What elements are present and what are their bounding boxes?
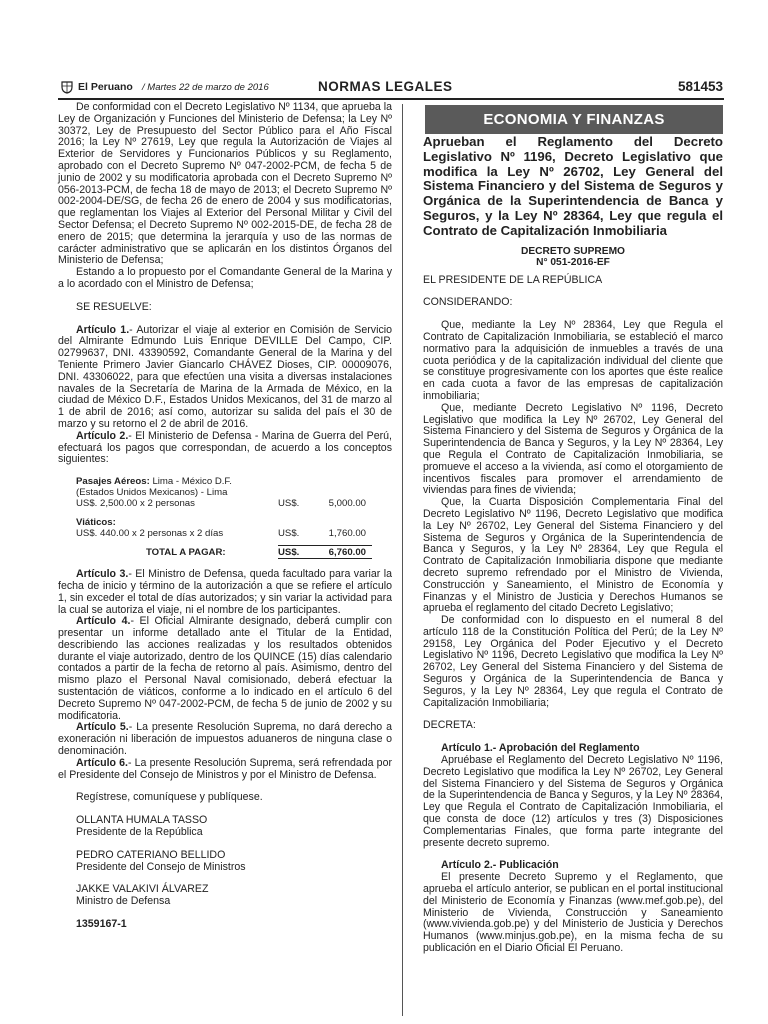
paragraph: Que, mediante Decreto Legislativo Nº 1196, Decreto Legislativo que modifica la Ley Nº 26702, Ley General del Sistema Financiero y del Sistema de Seguros y Orgánica de la Superintendencia de Banca y Seguros, y la Ley Nº 28364, Ley que Regula el Contrato de Capitalización Inmobiliaria, se promueve el acceso a la vivienda, así como el otorgamiento de incentivos fiscales para promover el arrendamiento de viviendas para fines de vivienda;: [423, 401, 723, 497]
right-column: [423, 102, 723, 955]
paragraph: De conformidad con el Decreto Legislativo Nº 1134, que aprueba la Ley de Organización y Funciones del Ministerio de Defensa; la Ley Nº 30372, Ley de Presupuesto del Sector Público para el Año Fiscal 2016; la Ley Nº 27619, Ley que regula la Autorización de Viajes al Exterior de Servidores y Funcionarios Públicos y su Reglamento, aprobado con el Decreto Supremo Nº 047-2002-PCM, de fecha 5 de junio de 2002 y su modificatoria aprobada con el Decreto Supremo Nº 056-2013-PCM, de fecha 18 de mayo de 2013; el Decreto Supremo Nº 002-2004-DE/SG, de fecha 26 de enero de 2004 y sus modificatorias, que reglamentan los Viajes al Exterior del Personal Militar y Civil del Sector Defensa; el Decreto Supremo Nº 002-2015-DE, de fecha 28 de enero de 2015; que determina la jerarquía y uso de las normas de carácter administrativo que se aplicarán en los distintos Órganos del Ministerio de Defensa;: [58, 101, 392, 267]
pasajes-label: Pasajes Aéreos:: [76, 476, 150, 488]
amount: 5,000.00: [328, 498, 366, 510]
paragraph: Estando a lo propuesto por el Comandante General de la Marina y a lo acordado con el Ministro de Defensa;: [58, 266, 392, 290]
article-label: Artículo 6.: [76, 756, 128, 769]
coat-of-arms-icon: [60, 80, 74, 94]
article-2: [58, 431, 392, 466]
article-5: [58, 722, 392, 757]
publication-code: 1359167-1: [76, 918, 127, 931]
column-divider: [402, 104, 403, 1016]
paragraph: De conformidad con lo dispuesto en el numeral 8 del artículo 118 de la Constitución Política del Perú; de la Ley Nº 29158, Ley Orgánica del Poder Ejecutivo y el Decreto Legislativo Nº 1196, Decreto Legislativo que modifica la Ley Nº 26702, Ley General del Sistema Financiero y del Sistema de Seguros y Orgánica de la Superintendencia de Banca y Seguros, y la Ley Nº 28364, Ley que regula el Contrato de Capitalización Inmobiliaria;: [423, 614, 723, 709]
article-text: - La presente Resolución Suprema, será refrendada por el Presidente del Consejo de Ministros y por el Ministro de Defensa.: [58, 756, 392, 781]
considerando-heading: CONSIDERANDO:: [423, 296, 513, 309]
viaticos-label: Viáticos:: [76, 517, 116, 529]
left-column: [58, 102, 392, 931]
currency: US$.: [278, 528, 300, 540]
total-row: [76, 547, 372, 558]
section-banner: ECONOMIA Y FINANZAS: [425, 105, 723, 134]
pasajes-route: Lima - México D.F.: [149, 476, 232, 488]
president-heading: EL PRESIDENTE DE LA REPÚBLICA: [423, 273, 603, 286]
paragraph: Apruébase el Reglamento del Decreto Legislativo Nº 1196, Decreto Legislativo que modifica la Ley Nº 26702, Ley General del Sistema Financiero y del Sistema de Seguros y Orgánica de la Superintendencia de Banca y Seguros, y la Ley Nº 28364, Ley que Regula el Contrato de Capitalización Inmobiliaria, el que consta de doce (12) artículos y tres (3) Disposiciones Complementarias Finales, que forma parte integrante del presente decreto supremo.: [423, 754, 723, 849]
table-row: [76, 476, 372, 487]
headline: Aprueban el Reglamento del Decreto Legislativo Nº 1196, Decreto Legislativo que modifica la Ley Nº 26702, Ley General del Sistema Financiero y del Sistema de Seguros y Orgánica de la Superintendencia de Banca y Seguros, y la Ley Nº 28364, Ley que regula el Contrato de Capitalización Inmobiliaria: [423, 134, 723, 238]
signatory-name: JAKKE VALAKIVI ÁLVAREZ: [76, 883, 209, 896]
total-label: TOTAL A PAGAR:: [146, 547, 226, 559]
article-heading: Artículo 2.- Publicación: [441, 859, 559, 872]
signatory-name: PEDRO CATERIANO BELLIDO: [76, 848, 226, 861]
amount: 1,760.00: [328, 528, 366, 540]
paragraph: Que, mediante la Ley Nº 28364, Ley que Regula el Contrato de Capitalización Inmobiliaria, se estableció el marco normativo para la adquisición de inmuebles a través de una cuota periódica y de la capitalización individual del cliente que se constituye progresivamente con los aportes que éste realice en cada cuota a favor de las empresas de capitalización inmobiliaria;: [423, 319, 723, 402]
issue-date: / Martes 22 de marzo de 2016: [142, 82, 269, 93]
article-text: - La presente Resolución Suprema, no dará derecho a exoneración ni liberación de impuestos aduaneros de ninguna clase o denominación.: [58, 721, 392, 758]
article-label: Artículo 5.: [76, 721, 129, 734]
paragraph: Que, la Cuarta Disposición Complementaria Final del Decreto Legislativo Nº 1196, Decreto Legislativo que modifica la Ley Nº 26702, Ley General del Sistema Financiero y del Sistema de Seguros y Orgánica de la Superintendencia de Banca y Seguros, y la Ley Nº 28364, Ley que Regula el Contrato de Capitalización Inmobiliaria dispone que mediante decreto supremo refrendado por el Ministro de Vivienda, Construcción y Saneamiento, el Ministro de Economía y Finanzas y el Ministro de Justicia y Derechos Humanos se aprueba el reglamento del citado Decreto Legislativo;: [423, 496, 723, 615]
article-text: - Autorizar el viaje al exterior en Comisión de Servicio del Almirante Edmundo Luis Enrique DEVILLE Del Campo, CIP. 02799637, DNI. 43390592, Comandante General de la Marina y del Teniente Primero Javier Giancarlo CHÁVEZ Dioses, CIP. 00009076, DNI. 43306022, para que efectúen una visita a diversas instalaciones navales de la Secretaría de Marina de la Armada de México, en la ciudad de México D.F., Estados Unidos Mexicanos, del 31 de marzo al 1 de abril de 2016; así como, autorizar su salida del país el 30 de marzo y su retorno el 2 de abril de 2016.: [58, 323, 392, 430]
article-label: Artículo 4.: [76, 615, 131, 628]
article-label: Artículo 1.: [76, 323, 130, 336]
resolution-heading: SE RESUELVE:: [76, 300, 152, 313]
table-row: [76, 517, 372, 528]
signatory-role: Ministro de Defensa: [76, 895, 171, 908]
article-1: [58, 325, 392, 431]
publication-name: El Peruano: [78, 81, 133, 93]
currency: US$.: [278, 498, 300, 510]
closing-formula: Regístrese, comuníquese y publíquese.: [76, 791, 263, 804]
viaticos-calc: US$. 440.00 x 2 personas x 2 días: [76, 528, 224, 540]
signatory-name: OLLANTA HUMALA TASSO: [76, 814, 208, 827]
page-header: [58, 78, 723, 98]
signatory-role: Presidente del Consejo de Ministros: [76, 860, 246, 873]
table-row: [76, 498, 372, 509]
decree-type: DECRETO SUPREMO: [521, 245, 625, 257]
article-text: - El Oficial Almirante designado, deberá cumplir con presentar un informe detallado ante el Titular de la Entidad, describiendo las acciones realizadas y los resultados obtenidos durante el viaje autorizado, dentro de los QUINCE (15) días calendario contados a partir de la fecha de retorno al país. Asimismo, dentro del mismo plazo el Personal Naval comisionado, deberá efectuar la sustentación de viáticos, conforme a lo indicado en el artículo 6 del Decreto Supremo Nº 047-2002-PCM, de fecha 5 de junio de 2002 y su modificatoria.: [58, 615, 392, 722]
article-heading: Artículo 1.- Aprobación del Reglamento: [441, 742, 640, 755]
article-text: - El Ministro de Defensa, queda facultado para variar la fecha de inicio y término de la autorización a que se refiere el artículo 1, sin exceder el total de días autorizados; y sin variar la actividad para la cual se autoriza el viaje, ni el nombre de los participantes.: [58, 568, 392, 616]
table-row: [76, 528, 372, 539]
payments-table: [76, 476, 372, 558]
pasajes-calc: US$. 2,500.00 x 2 personas: [76, 498, 195, 510]
table-row: [76, 487, 372, 498]
decreta-heading: DECRETA:: [423, 719, 476, 732]
article-label: Artículo 3.: [76, 568, 129, 581]
paragraph: El presente Decreto Supremo y el Reglamento, que aprueba el artículo anterior, se publican en el portal institucional del Ministerio de Economía y Finanzas (www.mef.gob.pe), del Ministerio de Vivienda, Construcción y Saneamiento (www.vivienda.gob.pe) y del Ministerio de Justicia y Derechos Humanos (www.minjus.gob.pe), en la misma fecha de su publicación en el Diario Oficial El Peruano.: [423, 871, 723, 955]
section-header-title: NORMAS LEGALES: [318, 79, 453, 94]
currency: US$.: [278, 547, 300, 559]
signatory-role: Presidente de la República: [76, 826, 203, 839]
article-3: [58, 569, 392, 616]
decree-number: N° 051-2016-EF: [536, 256, 610, 268]
header-rule: [58, 98, 724, 100]
article-6: [58, 758, 392, 782]
pasajes-detail: (Estados Unidos Mexicanos) - Lima: [76, 487, 228, 499]
article-4: [58, 616, 392, 722]
article-label: Artículo 2.: [76, 429, 129, 442]
page-number: 581453: [677, 79, 723, 94]
total-amount: 6,760.00: [328, 547, 366, 559]
article-text: - El Ministerio de Defensa - Marina de Guerra del Perú, efectuará los pagos que correspondan, de acuerdo a los conceptos siguientes:: [58, 429, 392, 466]
